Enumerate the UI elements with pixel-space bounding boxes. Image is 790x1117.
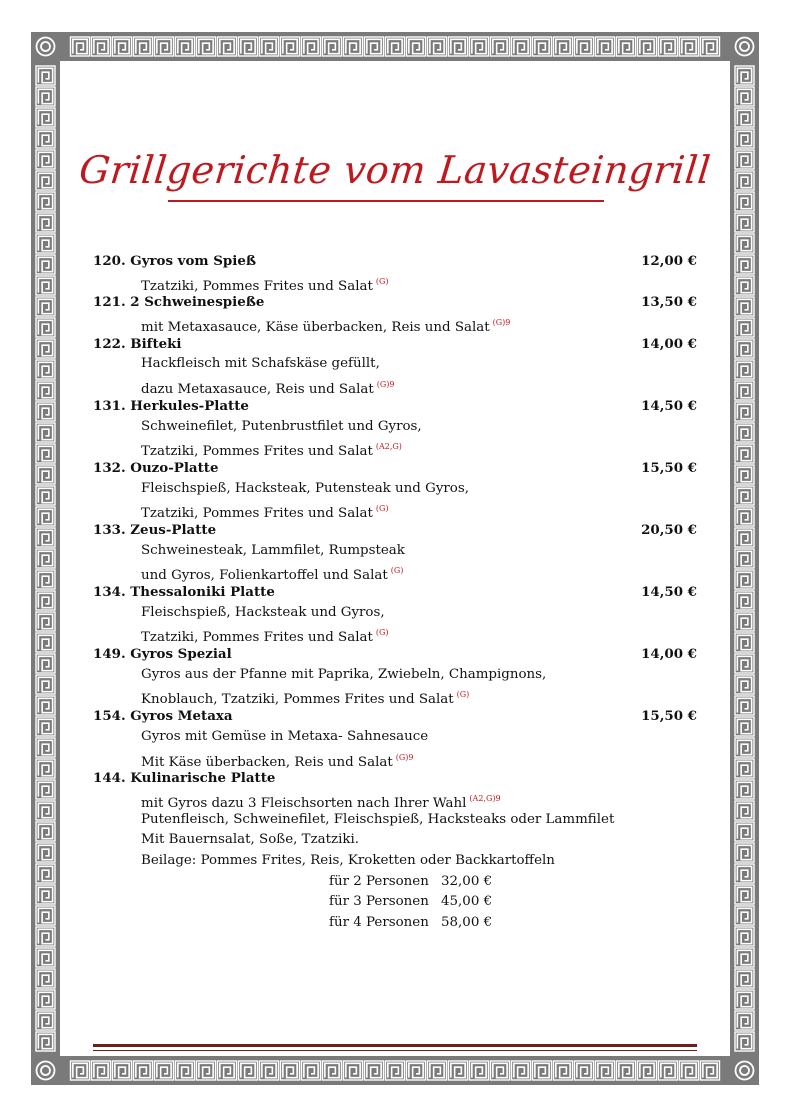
dish-price: 14,00 €	[641, 335, 697, 352]
page-title: Grillgerichte vom Lavasteingrill	[77, 148, 713, 192]
allergen-note: (G)	[375, 628, 389, 638]
dish-price: 15,50 €	[641, 459, 697, 476]
menu-item-heading	[93, 292, 697, 313]
dish-name: 132. Ouzo-Platte	[93, 459, 219, 476]
description-text: mit Gyros dazu 3 Fleischsorten nach Ihrer Wahl	[141, 795, 467, 811]
description-text: Gyros aus der Pfanne mit Paprika, Zwiebeln, Champignons,	[141, 666, 547, 682]
description-text: dazu Metaxasauce, Reis und Salat	[141, 382, 374, 398]
dish-price: 20,50 €	[641, 521, 697, 538]
person-count: für 2 Personen	[329, 873, 429, 889]
person-price: 32,00 €	[441, 873, 493, 889]
dish-description	[93, 561, 697, 582]
menu-item-heading	[93, 458, 697, 479]
description-text: Schweinesteak, Lammfilet, Rumpsteak	[141, 542, 405, 558]
allergen-note: (G)	[375, 276, 389, 286]
description-text: Putenfleisch, Schweinefilet, Fleischspieß, Hacksteaks oder Lammfilet	[141, 811, 615, 827]
dish-name: 122. Bifteki	[93, 335, 182, 352]
description-text: Mit Käse überbacken, Reis und Salat	[141, 754, 393, 770]
person-count: für 4 Personen	[329, 915, 429, 930]
description-text: Tzatziki, Pommes Frites und Salat	[141, 278, 373, 294]
dish-price: 13,50 €	[641, 294, 697, 311]
dish-description	[93, 417, 697, 438]
menu-item-heading	[93, 396, 697, 417]
dish-price: 14,50 €	[641, 397, 697, 414]
description-text: Schweinefilet, Putenbrustfilet und Gyros,	[141, 418, 422, 434]
menu-item-heading	[93, 334, 697, 355]
dish-description	[93, 603, 697, 624]
dish-description	[93, 272, 697, 293]
dish-price: 15,50 €	[641, 708, 697, 725]
title-underline	[168, 200, 604, 202]
dish-name: 154. Gyros Metaxa	[93, 708, 233, 725]
description-text: Tzatziki, Pommes Frites und Salat	[141, 444, 373, 460]
dish-description	[93, 810, 697, 831]
description-text: Tzatziki, Pommes Frites und Salat	[141, 630, 373, 646]
dish-name: 120. Gyros vom Spieß	[93, 253, 257, 269]
dish-name: 134. Thessaloniki Platte	[93, 584, 275, 600]
bottom-rule-thin	[93, 1050, 697, 1051]
dish-description	[93, 437, 697, 458]
dish-name: 149. Gyros Spezial	[93, 646, 232, 663]
description-text: Fleischspieß, Hacksteak und Gyros,	[141, 604, 385, 620]
dish-name: 144. Kulinarische Platte	[93, 770, 276, 787]
dish-description	[93, 354, 697, 375]
menu-item-heading	[93, 644, 697, 665]
dish-description	[93, 789, 697, 810]
description-text: Knoblauch, Tzatziki, Pommes Frites und Salat	[141, 692, 454, 708]
allergen-note: (A2,G)	[375, 442, 402, 452]
dish-price: 12,00 €	[641, 253, 697, 269]
menu-item-heading	[93, 251, 697, 272]
description-text: und Gyros, Folienkartoffel und Salat	[141, 568, 388, 584]
allergen-note: (G)	[375, 504, 389, 514]
menu-item-heading	[93, 768, 697, 789]
person-price-row	[93, 892, 697, 913]
dish-name: 131. Herkules-Platte	[93, 397, 249, 414]
dish-name: 121. 2 Schweinespieße	[93, 294, 265, 311]
allergen-note: (G)	[456, 690, 470, 700]
allergen-note: (A2,G)9	[469, 793, 501, 803]
allergen-note: (G)9	[376, 380, 395, 390]
dish-description	[93, 830, 697, 851]
description-text: Tzatziki, Pommes Frites und Salat	[141, 506, 373, 522]
dish-name: 133. Zeus-Platte	[93, 521, 217, 538]
dish-description	[93, 665, 697, 686]
description-text: Gyros mit Gemüse in Metaxa- Sahnesauce	[141, 728, 429, 744]
bottom-rule	[93, 1044, 697, 1047]
dish-description	[93, 748, 697, 769]
dish-description	[93, 623, 697, 644]
allergen-note: (G)9	[492, 318, 511, 328]
dish-description	[93, 685, 697, 706]
dish-description	[93, 851, 697, 872]
dish-price: 14,00 €	[641, 646, 697, 663]
description-text: Beilage: Pommes Frites, Reis, Kroketten oder Backkartoffeln	[141, 852, 555, 868]
description-text: Hackfleisch mit Schafskäse gefüllt,	[141, 356, 380, 372]
menu-item-heading	[93, 706, 697, 727]
description-text: Mit Bauernsalat, Soße, Tzatziki.	[141, 832, 360, 848]
dish-description	[93, 541, 697, 562]
menu-list	[93, 251, 697, 934]
person-price: 45,00 €	[441, 894, 493, 910]
person-price-row	[93, 872, 697, 893]
dish-description	[93, 479, 697, 500]
person-count: für 3 Personen	[329, 894, 429, 910]
dish-description	[93, 727, 697, 748]
description-text: Fleischspieß, Hacksteak, Putensteak und Gyros,	[141, 480, 469, 496]
person-price-row	[93, 913, 697, 934]
dish-price: 14,50 €	[641, 584, 697, 600]
allergen-note: (G)9	[395, 752, 414, 762]
person-price: 58,00 €	[441, 915, 493, 930]
description-text: mit Metaxasauce, Käse überbacken, Reis und Salat	[141, 320, 490, 336]
dish-description	[93, 499, 697, 520]
menu-item-heading	[93, 582, 697, 603]
allergen-note: (G)	[390, 566, 404, 576]
menu-item-heading	[93, 520, 697, 541]
dish-description	[93, 313, 697, 334]
dish-description	[93, 375, 697, 396]
